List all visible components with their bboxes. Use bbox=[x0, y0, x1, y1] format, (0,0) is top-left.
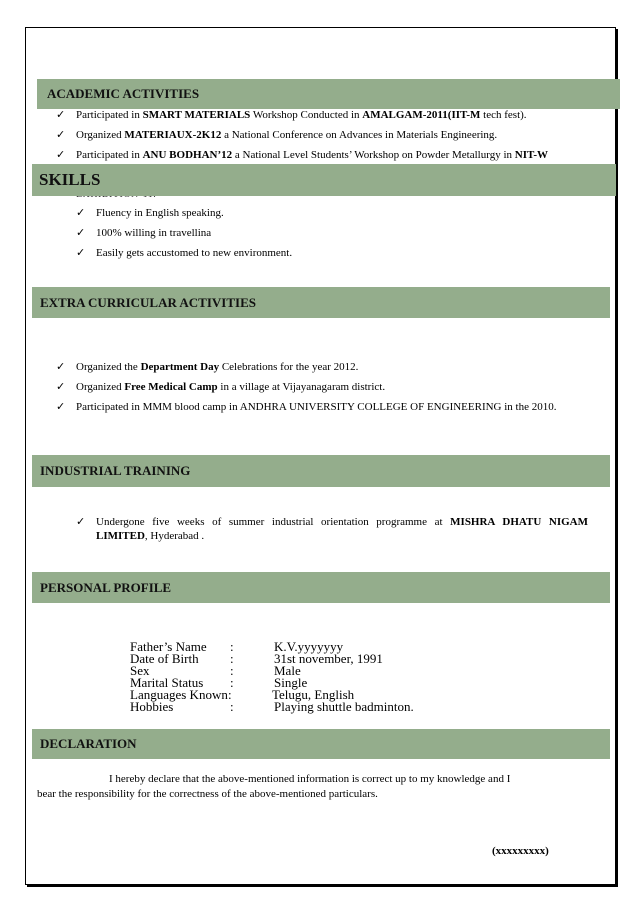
section-header-academic: ACADEMIC ACTIVITIES bbox=[37, 79, 620, 109]
section-header-skills: SKILLS bbox=[32, 164, 616, 196]
academic-item: ✓ Participated in ANU BODHAN’12 a National Level Students’ Workshop on Powder Metallurgy in NIT-W bbox=[56, 149, 548, 161]
section-header-industrial-training: INDUSTRIAL TRAINING bbox=[32, 455, 610, 487]
extra-item: ✓ Participated in MMM blood camp in ANDHRA UNIVERSITY COLLEGE OF ENGINEERING in the 2010. bbox=[56, 401, 557, 413]
profile-key: Languages Known bbox=[130, 687, 228, 702]
profile-key: Father’s Name bbox=[130, 639, 207, 654]
profile-colon: : bbox=[230, 675, 234, 690]
academic-list bbox=[56, 108, 588, 168]
personal-profile-table bbox=[130, 641, 414, 713]
extra-item: ✓ Organized the Department Day Celebrations for the year 2012. bbox=[56, 361, 359, 373]
check-icon: ✓ bbox=[76, 207, 86, 219]
extra-list bbox=[56, 360, 588, 420]
check-icon: ✓ bbox=[56, 381, 66, 393]
check-icon: ✓ bbox=[76, 227, 86, 239]
skill-item: ✓ Fluency in English speaking. bbox=[76, 207, 224, 219]
declaration-line: I hereby declare that the above-mentioned information is correct up to my knowledge and I bbox=[109, 773, 511, 785]
profile-value: Playing shuttle badminton. bbox=[274, 699, 414, 714]
profile-colon: : bbox=[230, 699, 234, 714]
profile-colon: : bbox=[230, 663, 234, 678]
profile-value: K.V.yyyyyyy bbox=[274, 639, 344, 654]
profile-value: Male bbox=[274, 663, 301, 678]
declaration-text bbox=[37, 772, 597, 802]
check-icon: ✓ bbox=[56, 401, 66, 413]
profile-value: Telugu, English bbox=[272, 687, 355, 702]
industrial-list bbox=[76, 515, 588, 549]
skills-list bbox=[76, 206, 576, 266]
academic-item: ✓ Participated in SMART MATERIALS Workshop Conducted in AMALGAM-2011(IIT-M tech fest). bbox=[56, 109, 527, 121]
section-header-extra-curricular: EXTRA CURRICULAR ACTIVITIES bbox=[32, 287, 610, 318]
profile-colon: : bbox=[228, 687, 232, 702]
academic-item: ✓ Organized MATERIAUX-2K12 a National Conference on Advances in Materials Engineering. bbox=[56, 129, 498, 141]
declaration-line: bear the responsibility for the correctness of the above-mentioned particulars. bbox=[37, 788, 378, 800]
signature: (xxxxxxxxx) bbox=[492, 845, 549, 857]
check-icon: ✓ bbox=[56, 129, 66, 141]
section-header-personal-profile: PERSONAL PROFILE bbox=[32, 572, 610, 603]
industrial-item: ✓ Undergone five weeks of summer industrial orientation programme at MISHRA DHATU NIGAM LIMITED, Hyderabad . bbox=[76, 516, 588, 542]
skill-item: ✓ Easily gets accustomed to new environment. bbox=[76, 247, 293, 259]
check-icon: ✓ bbox=[56, 361, 66, 373]
profile-row bbox=[130, 653, 414, 665]
profile-key: Date of Birth bbox=[130, 651, 199, 666]
profile-colon: : bbox=[230, 639, 234, 654]
check-icon: ✓ bbox=[56, 109, 66, 121]
extra-item: ✓ Organized Free Medical Camp in a village at Vijayanagaram district. bbox=[56, 381, 386, 393]
profile-key: Sex bbox=[130, 663, 150, 678]
check-icon: ✓ bbox=[76, 247, 86, 259]
section-header-declaration: DECLARATION bbox=[32, 729, 610, 759]
profile-value: Single bbox=[274, 675, 308, 690]
profile-key: Hobbies bbox=[130, 699, 174, 714]
skill-item: ✓ 100% willing in travellina bbox=[76, 227, 212, 239]
profile-colon: : bbox=[230, 651, 234, 666]
profile-key: Marital Status bbox=[130, 675, 204, 690]
check-icon: ✓ bbox=[76, 516, 86, 528]
check-icon: ✓ bbox=[56, 149, 66, 161]
profile-value: 31st november, 1991 bbox=[274, 651, 383, 666]
profile-row bbox=[130, 701, 414, 713]
